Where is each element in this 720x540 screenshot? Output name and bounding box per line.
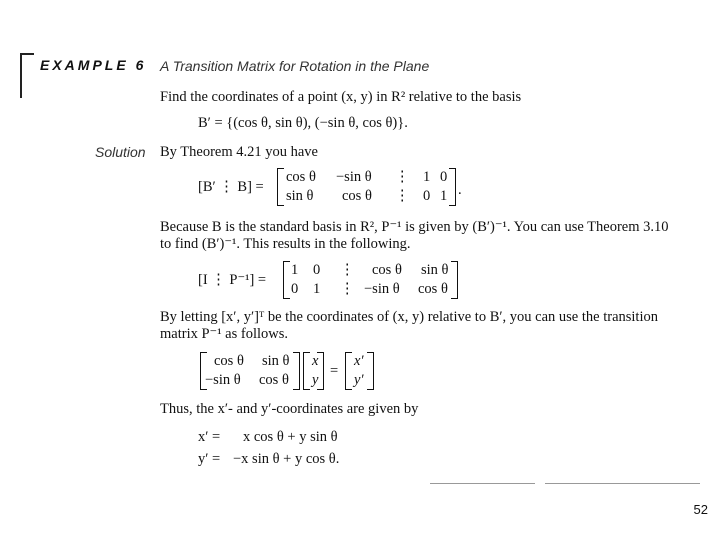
matrix-1-r1-sep: ⋮ [395, 169, 410, 185]
matrix-2-r2c2: 1 [313, 281, 321, 297]
divider-line [430, 483, 535, 484]
matrix-bracket-left [283, 261, 290, 299]
equation-2-lhs: y′ = [198, 451, 221, 467]
matrix-bracket-right [449, 168, 456, 206]
matrix-1-end: . [458, 182, 462, 198]
solution-intro: By Theorem 4.21 you have [160, 144, 318, 160]
paragraph-2-line-2: to find (B′)⁻¹. This results in the following. [160, 236, 411, 252]
vector-y-prime: y′ [354, 372, 364, 388]
matrix-1-r2c2: cos θ [342, 188, 372, 204]
matrix-2-r1-sep: ⋮ [340, 262, 355, 278]
rotation-r1c2: sin θ [262, 353, 290, 369]
matrix-2-r2c1: 0 [291, 281, 299, 297]
vector-x-prime: x′ [354, 353, 364, 369]
matrix-1-r2c3: 0 [423, 188, 431, 204]
corner-mark-horizontal [20, 53, 34, 55]
matrix-2-r2-sep: ⋮ [340, 281, 355, 297]
paragraph-3-line-2: matrix P⁻¹ as follows. [160, 326, 288, 342]
matrix-2-r2c3: −sin θ [364, 281, 400, 297]
augmented-lhs-2: [I ⋮ P⁻¹] = [198, 272, 267, 288]
matrix-1-r1c4: 0 [440, 169, 448, 185]
matrix-1-r1c3: 1 [423, 169, 431, 185]
vector-bracket-right [317, 352, 324, 390]
vector-x: x [312, 353, 319, 369]
corner-mark-vertical [20, 53, 22, 98]
problem-text: Find the coordinates of a point (x, y) in R² relative to the basis [160, 89, 522, 105]
vector-bracket-right [367, 352, 374, 390]
equation-2-rhs: −x sin θ + y cos θ. [233, 451, 340, 467]
matrix-2-r1c4: sin θ [421, 262, 449, 278]
divider-line [545, 483, 700, 484]
paragraph-2-line-1: Because B is the standard basis in R², P⁻¹ is given by (B′)⁻¹. You can use Theorem 3.10 [160, 219, 669, 235]
matrix-2-r2c4: cos θ [418, 281, 448, 297]
rotation-r2c2: cos θ [259, 372, 289, 388]
basis-definition: B′ = {(cos θ, sin θ), (−sin θ, cos θ)}. [198, 115, 408, 131]
matrix-2-r1c2: 0 [313, 262, 321, 278]
matrix-1-r2c1: sin θ [286, 188, 314, 204]
matrix-1-r1c2: −sin θ [336, 169, 372, 185]
solution-label: Solution [95, 144, 146, 160]
matrix-bracket-right [293, 352, 300, 390]
augmented-lhs-1: [B′ ⋮ B] = [198, 179, 264, 195]
paragraph-3-line-1: By letting [x′, y′]ᵀ be the coordinates of (x, y) relative to B′, you can use the transition [160, 309, 658, 325]
equals-sign: = [330, 363, 339, 379]
matrix-1-r2-sep: ⋮ [395, 188, 410, 204]
rotation-r2c1: −sin θ [205, 372, 241, 388]
equation-1-rhs: x cos θ + y sin θ [243, 429, 338, 445]
vector-bracket-left [303, 352, 310, 390]
paragraph-4: Thus, the x′- and y′-coordinates are given by [160, 401, 419, 417]
matrix-bracket-right [451, 261, 458, 299]
matrix-2-r1c1: 1 [291, 262, 299, 278]
vector-y: y [312, 372, 319, 388]
example-label: EXAMPLE 6 [40, 57, 147, 73]
matrix-1-r1c1: cos θ [286, 169, 316, 185]
matrix-1-r2c4: 1 [440, 188, 448, 204]
matrix-2-r1c3: cos θ [372, 262, 402, 278]
vector-bracket-left [345, 352, 352, 390]
equation-1-lhs: x′ = [198, 429, 221, 445]
matrix-bracket-left [277, 168, 284, 206]
example-title: A Transition Matrix for Rotation in the Plane [160, 58, 430, 74]
page-number: 52 [693, 502, 708, 517]
rotation-r1c1: cos θ [214, 353, 244, 369]
